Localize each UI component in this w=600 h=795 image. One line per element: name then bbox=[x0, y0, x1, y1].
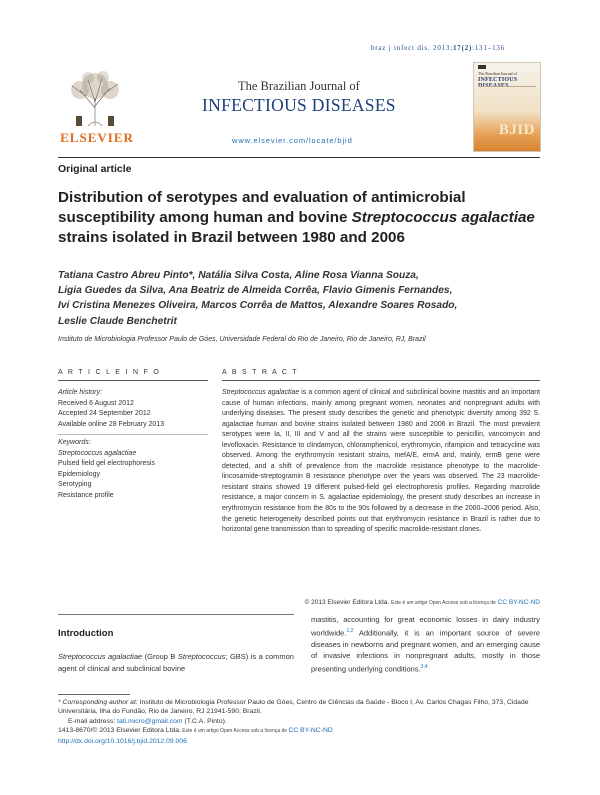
running-head-year: 2013; bbox=[433, 44, 453, 52]
reference-link[interactable]: 3,4 bbox=[420, 663, 428, 670]
cover-title: INFECTIOUS bbox=[478, 77, 518, 83]
abstract-heading: A B S T R A C T bbox=[222, 369, 299, 376]
running-head bbox=[205, 44, 505, 52]
footnotes bbox=[58, 698, 540, 746]
keywords-label: Keywords: bbox=[58, 439, 91, 446]
publisher-logo-text: ELSEVIER bbox=[60, 130, 134, 145]
intro-text: Additionally, it is an important source of severe diseases in newborns and pregnant women, and an emerging cause of invasive infections in nonpregnant adults, mostly in those presenting underlying conditions. bbox=[311, 628, 540, 674]
keyword: Resistance profile bbox=[58, 491, 114, 499]
copyright-text: © 2013 Elsevier Editora Ltda. bbox=[304, 599, 390, 606]
title-part-2: strains isolated in Brazil between 1980 and 2006 bbox=[58, 229, 405, 246]
author-list bbox=[58, 268, 540, 329]
open-access-text: Este é um artigo Open Access sob a licença de bbox=[391, 600, 496, 606]
article-info-rule bbox=[58, 380, 208, 381]
email-link[interactable]: tati.micro@gmail.com bbox=[117, 717, 183, 725]
introduction-heading: Introduction bbox=[58, 628, 114, 639]
email-label: E-mail address: bbox=[68, 717, 116, 725]
abstract-body: is a common agent of clinical and subclinical bovine mastitis and an important cause of human infections, mainly among pregnant women, neonates and nonpregnant adults with underlying diseases. The present study describes the genetic and phenotypic diversity among 392 S. agalactiae human and bovine strains isolated between 1980 and 2006 in Brazil. The most prevalent serotypes were Ia, II, III and V and all the strains were susceptible to penicillin, vancomycin and levofloxacin. Resistance to clindamycin, chloramphenicol, erythromycin, rifampicin and tetracycline was observed. Among the erythromycin resistant strains, mefA/E, ermA and, mainly, ermB gene were detected, and a shift of prevalence from the macrolide resistance phenotype to the macrolide-lincosamide-streptogramin B resistance phenotype over the years was observed. The 23 macrolide-resistant strains showed 19 different pulsed-field gel electrophoresis profiles. Regarding macrolide resistance, a major concern in S. agalactiae epidemiology, the present study describes an increase in erythromycin resistance from the 80s to the 90s followed by a decrease in the 2000–2006 period. Also, the genetic heterogeneity described points out that erythromycin resistance in Brazil is rather due to horizontal gene transmission than to spreading of specific macrolide-resistant clones. bbox=[222, 389, 540, 534]
footnote-license-link[interactable]: CC BY-NC-ND bbox=[288, 727, 333, 735]
email-suffix: (T.C.A. Pinto). bbox=[182, 717, 227, 725]
abstract-rule bbox=[222, 380, 540, 381]
keyword: Serotyping bbox=[58, 481, 92, 488]
abstract-copyright bbox=[222, 599, 540, 606]
corresponding-label: * Corresponding author at: bbox=[58, 699, 138, 706]
reference-link[interactable]: 1,2 bbox=[346, 627, 354, 634]
elsevier-tree-logo-icon bbox=[58, 68, 132, 128]
footnote-open-access: Este é um artigo Open Access sob a licença de bbox=[180, 728, 289, 735]
cover-divider bbox=[478, 86, 536, 87]
intro-left-column bbox=[58, 651, 294, 674]
cover-subtitle: The Brazilian Journal of bbox=[478, 71, 517, 76]
journal-header bbox=[58, 60, 540, 152]
header-divider bbox=[58, 157, 540, 158]
journal-cover-thumbnail bbox=[473, 62, 541, 152]
intro-right-column bbox=[311, 614, 540, 675]
author-line: Ligia Guedes da Silva, Ana Beatriz de Almeida Corrêa, Flavio Gimenis Fernandes, bbox=[58, 285, 453, 297]
journal-name: INFECTIOUS DISEASES bbox=[202, 95, 396, 115]
running-head-journal: braz j infect dis. bbox=[370, 44, 431, 52]
corresponding-author-note bbox=[58, 698, 540, 717]
intro-text: (Group B bbox=[142, 652, 178, 661]
keyword: Epidemiology bbox=[58, 470, 101, 478]
keyword: Pulsed field gel electrophoresis bbox=[58, 460, 155, 467]
history-accepted: Accepted 24 September 2012 bbox=[58, 410, 151, 417]
affiliation: Instituto de Microbiologia Professor Paulo de Góes, Universidade Federal do Rio de Janeiro, Rio de Janeiro, RJ, Brazil bbox=[58, 336, 426, 343]
journal-name-prefix: The Brazilian Journal of bbox=[238, 79, 360, 93]
title-species: Streptococcus agalactiae bbox=[351, 209, 535, 226]
footnote-rule bbox=[58, 694, 130, 695]
intro-text: mastitis, accounting for great economic losses in dairy industry worldwide. bbox=[311, 615, 540, 638]
history-received: Received 6 August 2012 bbox=[58, 399, 134, 407]
intro-text: ; GBS) is a common agent of clinical and subclinical bovine bbox=[58, 652, 294, 673]
abstract-species: Streptococcus agalactiae bbox=[222, 389, 300, 396]
keyword: Streptococcus agalactiae bbox=[58, 449, 137, 457]
history-online: Available online 28 February 2013 bbox=[58, 420, 165, 428]
license-link[interactable]: CC BY-NC-ND bbox=[497, 599, 540, 606]
running-head-pages: :131–136 bbox=[472, 44, 505, 52]
corresponding-address: Instituto de Microbiologia Professor Paulo de Góes, Centro de Ciências da Saúde - Bloco I, Av. Carlos Chagas Filho, 373, Cidade Universitária, Ilha do Fundão, Rio de Janeiro, RJ 21941-590, Brazil. bbox=[58, 699, 529, 716]
doi-link[interactable]: http://dx.doi.org/10.1016/j.bjid.2012.09.006 bbox=[58, 737, 187, 745]
keywords-divider bbox=[58, 434, 208, 435]
article-title bbox=[58, 188, 540, 248]
cover-mark: BJID bbox=[498, 122, 535, 138]
issn-text: 1413-8670/© 2013 Elsevier Editora Ltda. bbox=[58, 727, 181, 735]
author-line: Tatiana Castro Abreu Pinto*, Natália Silva Costa, Aline Rosa Vianna Souza, bbox=[58, 270, 419, 281]
email-note bbox=[58, 717, 540, 726]
history-label: Article history: bbox=[58, 389, 102, 396]
article-type: Original article bbox=[58, 163, 132, 175]
cover-mark-icon bbox=[478, 65, 486, 69]
abstract-text bbox=[222, 388, 540, 536]
article-info bbox=[58, 388, 208, 501]
title-part-1: Distribution of serotypes and evaluation of antimicrobial susceptibility among human and bovine bbox=[58, 189, 466, 226]
author-line: Leslie Claude Benchetrit bbox=[58, 315, 177, 327]
intro-genus: Streptococcus bbox=[177, 652, 226, 661]
running-head-volume: 17(2) bbox=[452, 44, 473, 52]
article-info-heading: A R T I C L E I N F O bbox=[58, 369, 161, 376]
journal-url-link[interactable]: www.elsevier.com/locate/bjid bbox=[232, 136, 353, 145]
issn-note bbox=[58, 726, 540, 736]
intro-species: Streptococcus agalactiae bbox=[58, 652, 143, 661]
intro-divider bbox=[58, 614, 294, 615]
author-line: Ivi Cristina Menezes Oliveira, Marcos Corrêa de Mattos, Alexandre Soares Rosado, bbox=[58, 300, 458, 312]
